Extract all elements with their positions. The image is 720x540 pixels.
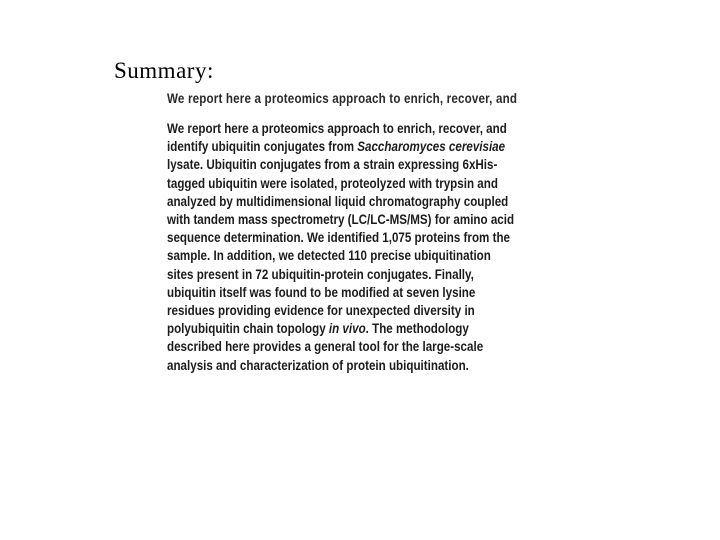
abstract-line bbox=[167, 156, 502, 174]
abstract-image bbox=[160, 91, 518, 430]
abstract-cut-off-line: We report here a proteomics approach to enrich, recover, and bbox=[167, 91, 518, 106]
slide-title: Summary: bbox=[114, 58, 214, 83]
abstract-line bbox=[167, 229, 511, 247]
text-segment: We report here a proteomics approach to enrich, recover, and bbox=[167, 121, 507, 136]
text-segment: ubiquitin itself was found to be modified at seven lysine bbox=[167, 284, 476, 300]
italic-text-segment: Saccharomyces cerevisiae bbox=[357, 139, 506, 155]
text-segment: analysis and characterization of protein ubiquitination. bbox=[167, 357, 469, 373]
abstract-line bbox=[167, 357, 502, 375]
text-segment: polyubiquitin chain topology bbox=[167, 321, 329, 337]
abstract-line bbox=[167, 138, 506, 156]
text-segment: . The methodology bbox=[365, 321, 469, 337]
abstract-line bbox=[167, 120, 507, 138]
text-segment: tagged ubiquitin were isolated, proteolyzed with trypsin and bbox=[167, 175, 498, 191]
abstract-line bbox=[167, 338, 502, 356]
abstract-line bbox=[167, 266, 502, 284]
text-segment: identify ubiquitin conjugates from bbox=[167, 139, 358, 155]
abstract-line bbox=[167, 175, 502, 193]
text-segment: sample. In addition, we detected 110 precise ubiquitination bbox=[167, 248, 491, 264]
italic-text-segment: in vivo bbox=[328, 321, 366, 337]
text-segment: sequence determination. We identified 1,075 proteins from the bbox=[167, 230, 511, 246]
abstract-line bbox=[167, 302, 502, 320]
abstract-text bbox=[167, 120, 515, 375]
abstract-line bbox=[167, 247, 502, 265]
text-segment: with tandem mass spectrometry (LC/LC-MS/MS) for amino acid bbox=[167, 212, 515, 228]
abstract-line bbox=[167, 193, 509, 211]
abstract-line bbox=[167, 284, 502, 302]
text-segment: analyzed by multidimensional liquid chromatography coupled bbox=[167, 193, 509, 209]
text-segment: described here provides a general tool for the large-scale bbox=[167, 339, 484, 355]
abstract-line bbox=[167, 320, 502, 338]
abstract-line bbox=[167, 211, 515, 229]
text-segment: residues providing evidence for unexpected diversity in bbox=[167, 303, 475, 319]
text-segment: sites present in 72 ubiquitin-protein conjugates. Finally, bbox=[167, 266, 474, 282]
text-segment: lysate. Ubiquitin conjugates from a strain expressing 6xHis- bbox=[167, 157, 498, 173]
